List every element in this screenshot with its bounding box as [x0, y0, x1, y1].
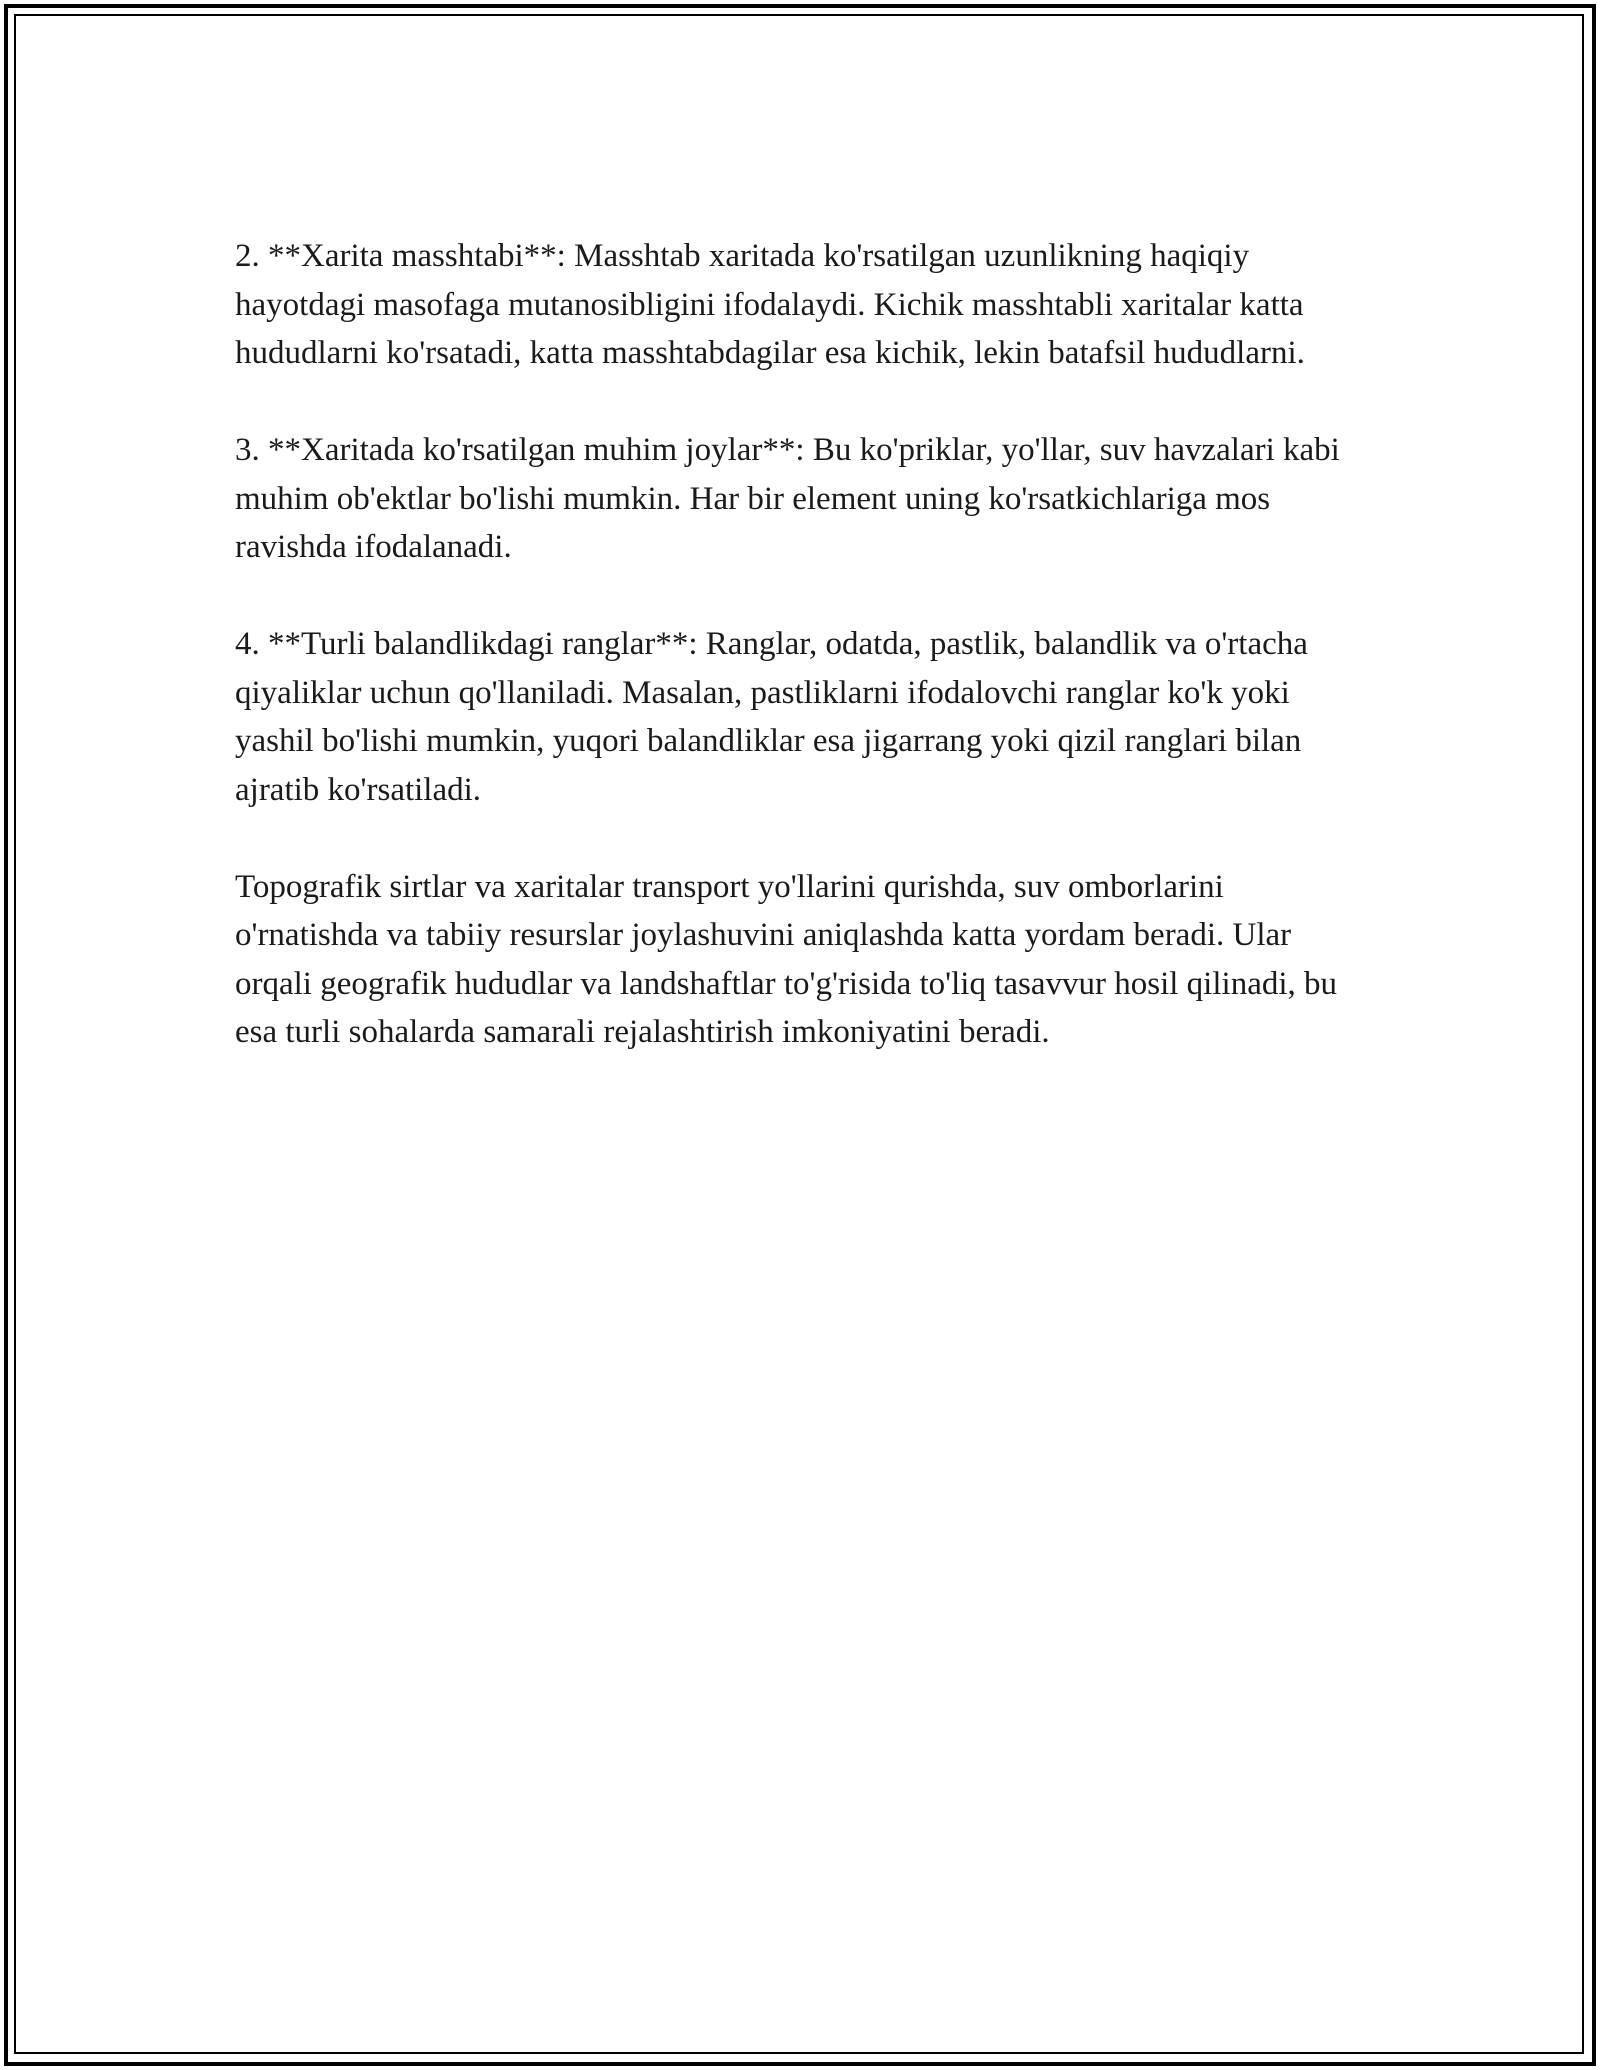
paragraph-map-scale: 2. **Xarita masshtabi**: Masshtab xaritada ko'rsatilgan uzunlikning haqiqiy hayotdagi masofaga mutanosibligini ifodalaydi. Kichik masshtabli xaritalar katta hududlarni ko'rsatadi, katta masshtabdagilar esa kichik, lekin batafsil hududlarni.: [235, 238, 1305, 371]
paragraph-elevation-colors: 4. **Turli balandlikdagi ranglar**: Ranglar, odatda, pastlik, balandlik va o'rtacha qiyaliklar uchun qo'llaniladi. Masalan, pastliklarni ifodalovchi ranglar ko'k yoki yashil bo'lishi mumkin, yuqori balandliklar esa jigarrang yoki qizil ranglari bilan ajratib ko'rsatiladi.: [235, 626, 1308, 808]
paragraph-important-places: 3. **Xaritada ko'rsatilgan muhim joylar**: Bu ko'priklar, yo'llar, suv havzalari kabi muhim ob'ektlar bo'lishi mumkin. Har bir element uning ko'rsatkichlariga mos ravishda ifodalanadi.: [235, 432, 1340, 565]
paragraph-conclusion: Topografik sirtlar va xaritalar transport yo'llarini qurishda, suv omborlarini o'rnatishda va tabiiy resurslar joylashuvini aniqlashda katta yordam beradi. Ular orqali geografik hududlar va landshaftlar to'g'risida to'liq tasavvur hosil qilinadi, bu esa turli sohalarda samarali rejalashtirish imkoniyatini beradi.: [235, 868, 1338, 1050]
document-body: [235, 232, 1370, 1105]
